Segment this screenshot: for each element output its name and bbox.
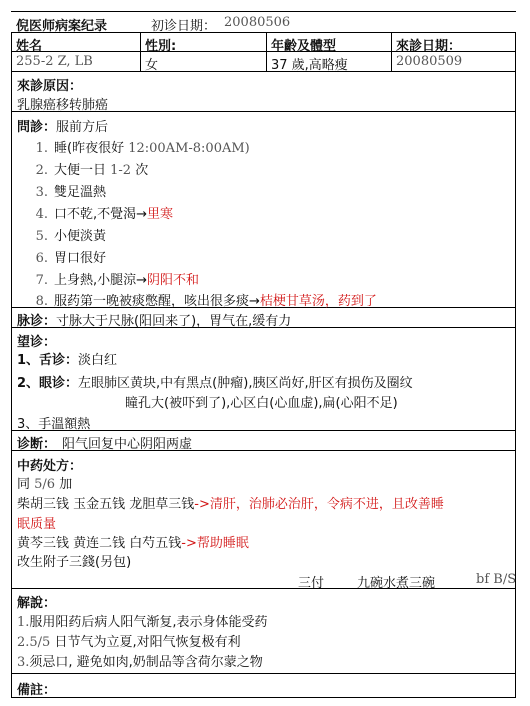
diagnosis-label: 诊断： [17, 437, 57, 452]
inquiry-heading [17, 116, 108, 135]
explanation-item [17, 611, 268, 630]
record-title: 倪医师病案纪录 [16, 19, 108, 34]
item-time: 12:00AM-8:00AM) [128, 141, 250, 156]
base-date: 5/6 [34, 477, 56, 492]
eye-text-1: 左眼肺区黄块,中有黑点(肿瘤),胰区尚好,肝区有损伤及圈纹 [78, 376, 413, 391]
diagnosis-line [17, 433, 192, 452]
herbs-2-note: 帮助睡眠 [196, 536, 249, 551]
tongue-label: 1、舌诊： [17, 353, 79, 368]
age-value: 37 歲,高略瘦 [266, 52, 391, 71]
same-as-label: 同 [17, 477, 35, 492]
item-text: 胃口很好 [54, 251, 107, 266]
inquiry-label: 問診： [17, 120, 57, 135]
hand-temperature: 3、手溫額熱 [17, 417, 91, 432]
herb-line-2 [17, 532, 249, 551]
inspection-section [11, 328, 516, 431]
pulse-line [17, 310, 291, 329]
first-visit-date: 20080506 [224, 15, 291, 30]
item-number: 3. [35, 185, 48, 200]
first-visit-label: 初诊日期： [151, 19, 217, 34]
age-header: 年齡及體型 [266, 33, 391, 51]
herb-line-3: 改生附子三錢(另包) [17, 555, 132, 570]
visit-date-header: 來診日期： [391, 33, 517, 51]
inquiry-item [26, 159, 148, 178]
item-text: 口不乾,不覺渴→ [54, 207, 148, 222]
timing: bf B/S [476, 572, 517, 587]
item-text: 上身熱,小腿涼→ [54, 273, 148, 288]
prescription-section [11, 451, 516, 589]
complaint-text: 乳腺癌移转肺癌 [17, 98, 109, 113]
notes-section [11, 674, 516, 698]
inquiry-item [26, 290, 377, 309]
explanation-label: 解說： [17, 596, 57, 611]
item-number: 7. [35, 273, 48, 288]
diagnosis-text: 阳气回复中心阴阳两虚 [62, 437, 193, 452]
item-number: 6. [35, 251, 48, 266]
item-text: 日节气为立夏,对阳气恢复极有利 [50, 635, 241, 650]
item-count: 1-2 [110, 163, 132, 178]
complaint-section [11, 72, 516, 112]
explanation-section [11, 589, 516, 674]
dosage-count: 三付 [298, 576, 325, 591]
pulse-label: 脉诊： [17, 314, 57, 329]
item-conclusion: 里寒 [147, 207, 174, 222]
visit-date-value: 20080509 [391, 52, 517, 71]
item-prefix: 2.5/5 [17, 635, 51, 650]
item-number: 8. [35, 294, 48, 309]
item-text: 雙足溫熱 [54, 185, 107, 200]
item-conclusion: 阴阳不和 [147, 273, 200, 288]
arrow: -> [181, 536, 197, 551]
herbs-1-note: 清肝，治肺必治肝，令病不进，且改善睡 [209, 497, 444, 512]
diagnosis-section [11, 431, 516, 451]
item-text: 大便一日 [54, 163, 111, 178]
tongue-text: 淡白红 [78, 353, 118, 368]
item-text: 睡(昨夜很好 [54, 141, 129, 156]
decoction-method: 九碗水煮三碗 [357, 576, 436, 591]
tongue-line [17, 349, 117, 368]
inspection-label: 望诊： [17, 335, 57, 350]
gender-header: 性別: [140, 33, 266, 51]
pulse-text: 寸脉大于尺脉(阳回来了)，胃气在,缓有力 [56, 314, 292, 329]
item-prefix: 3. [17, 655, 30, 670]
item-prefix: 1. [17, 615, 30, 630]
inquiry-lead: 服前方后 [56, 120, 109, 135]
info-value-row [11, 52, 516, 72]
eye-line [17, 372, 413, 391]
gender-value: 女 [140, 52, 266, 71]
herb-line-1 [17, 493, 444, 512]
item-number: 1. [35, 141, 48, 156]
title-row [11, 11, 516, 33]
inquiry-item [26, 225, 106, 244]
prescription-base [17, 473, 72, 492]
info-header-row [11, 33, 516, 52]
explanation-item [17, 651, 263, 670]
add-label: 加 [55, 477, 73, 492]
patient-id: 255-2 Z, LB [16, 54, 93, 69]
arrow: -> [194, 497, 210, 512]
complaint-label: 來診原因： [17, 79, 83, 94]
name-header: 姓名 [16, 39, 43, 54]
explanation-item [17, 631, 241, 650]
inquiry-item [26, 137, 250, 156]
item-unit: 次 [131, 163, 149, 178]
inquiry-item [26, 247, 106, 266]
item-number: 4. [35, 207, 48, 222]
item-text: 服用阳药后病人阳气渐复,表示身体能受药 [29, 615, 268, 630]
inquiry-item [26, 181, 106, 200]
prescription-label: 中药处方： [17, 459, 83, 474]
inquiry-item [26, 203, 173, 222]
eye-text-2: 瞳孔大(被吓到了),心区白(心血虚),扁(心阳不足) [125, 396, 398, 411]
inquiry-section [11, 112, 516, 308]
item-text: 小便淡黃 [54, 229, 107, 244]
notes-label: 備註： [17, 683, 57, 698]
eye-label: 2、眼诊： [17, 376, 79, 391]
herbs-1-note-cont: 眠质量 [17, 517, 57, 532]
item-number: 2. [35, 163, 48, 178]
item-text: 须忌口, 避免如肉,奶制品等含荷尔蒙之物 [29, 655, 263, 670]
pulse-section [11, 308, 516, 328]
inquiry-item [26, 269, 199, 288]
herbs-1: 柴胡三钱 玉金五钱 龙胆草三钱 [17, 497, 195, 512]
herbs-2: 黄芩三钱 黄连二钱 白芍五钱 [17, 536, 182, 551]
item-conclusion: 桔梗甘草汤，药到了 [259, 294, 377, 309]
item-number: 5. [35, 229, 48, 244]
item-text: 服药第一晚被痰憋醒，咳出很多痰→ [54, 294, 260, 309]
